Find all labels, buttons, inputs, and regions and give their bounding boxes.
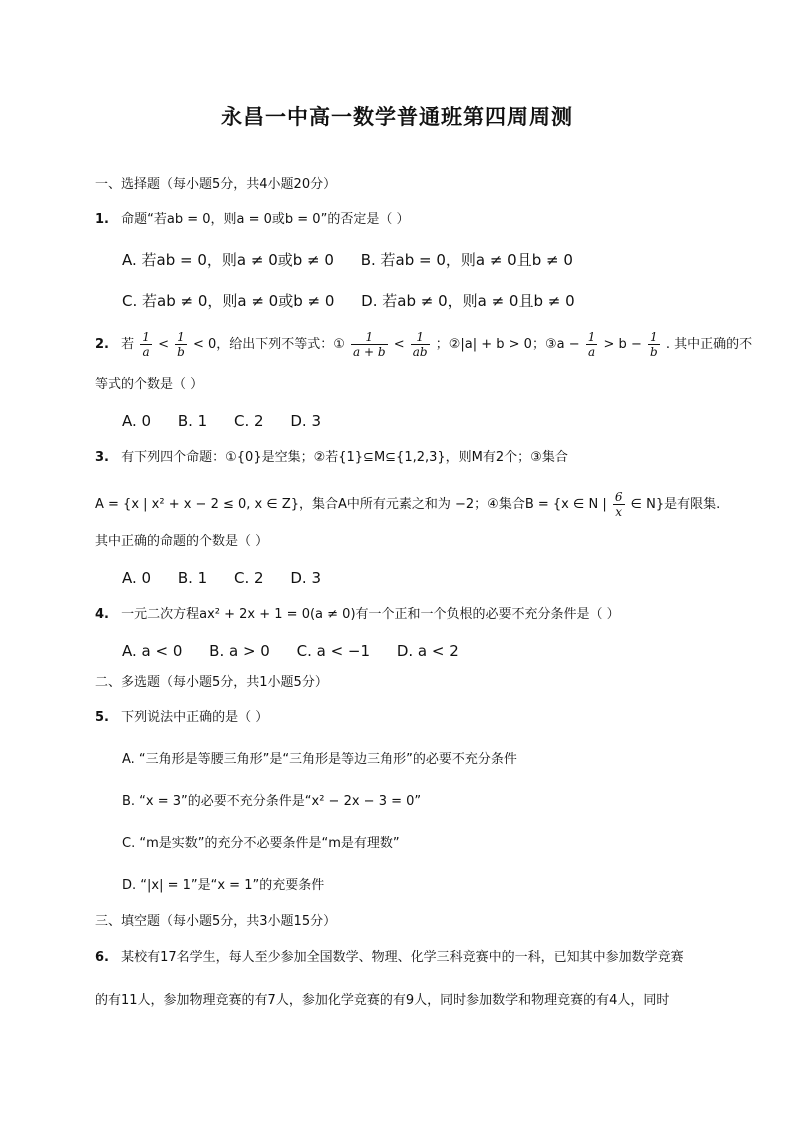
option-c: C. “m是实数”的充分不必要条件是“m是有理数” [122, 836, 400, 851]
question-number: 6. [95, 950, 109, 965]
option-d: D. 3 [290, 569, 321, 587]
option-d: D. 3 [290, 412, 321, 430]
question-number: 5. [95, 710, 109, 725]
question-5 [95, 708, 268, 728]
question-3 [95, 448, 568, 468]
question-3-line2 [95, 490, 720, 519]
question-number: 1. [95, 212, 109, 227]
section-heading-fill-in: 三、填空题（每小题5分，共3小题15分） [95, 914, 337, 929]
question-stem: 一元二次方程ax² + 2x + 1 = 0(a ≠ 0)有一个正和一个负根的必要不充分条件是（ ） [121, 607, 620, 622]
option-a: A. 若ab = 0，则a ≠ 0或b ≠ 0 [122, 251, 334, 269]
fraction-six-over-x: $\frac{6}{x}$ [614, 490, 623, 519]
option-c: C. 若ab ≠ 0，则a ≠ 0或b ≠ 0 [122, 292, 335, 310]
question-2-options [122, 411, 343, 431]
question-stem: 命题“若ab = 0，则a = 0或b = 0”的否定是（ ） [121, 212, 410, 227]
option-b: B. “x = 3”的必要不充分条件是“x² − 2x − 3 = 0” [122, 794, 422, 809]
option-b: B. 1 [177, 412, 208, 430]
option-b: B. 若ab = 0，则a ≠ 0且b ≠ 0 [360, 251, 573, 269]
question-number: 4. [95, 607, 109, 622]
question-1-options-row1 [122, 250, 595, 270]
question-4 [95, 605, 620, 625]
option-c: C. a < −1 [296, 642, 371, 660]
question-stem-part: > b − [603, 337, 642, 352]
section-heading-choice: 一、选择题（每小题5分，共4小题20分） [95, 177, 337, 192]
question-3-options [122, 568, 343, 588]
option-d: D. “|x| = 1”是“x = 1”的充要条件 [122, 878, 325, 893]
fraction-one-over-a: $\frac{1}{a}$ [142, 330, 150, 359]
option-a: A. 0 [122, 569, 152, 587]
question-3-line3: 其中正确的命题的个数是（ ） [95, 534, 269, 549]
option-d: D. a < 2 [396, 642, 459, 660]
option-a: A. a < 0 [122, 642, 183, 660]
question-stem-part: < 0，给出下列不等式：① [192, 337, 345, 352]
question-stem-part: A = {x | x² + x − 2 ≤ 0, x ∈ Z}，集合A中所有元素之和为 −2；④集合B = {x ∈ N | [95, 497, 607, 512]
question-2-line2: 等式的个数是（ ） [95, 377, 204, 392]
fraction-one-over-b: $\frac{1}{b}$ [649, 330, 658, 359]
option-b: B. 1 [177, 569, 208, 587]
question-4-options [122, 641, 481, 661]
option-b: B. a > 0 [209, 642, 270, 660]
question-stem: 下列说法中正确的是（ ） [121, 710, 269, 725]
question-stem-part: 若 [121, 337, 135, 352]
option-c: C. 2 [234, 569, 264, 587]
question-2: 2. 若 $\frac{1}{a}$ < $\frac{1}{b}$ < 0，给出下列不等式：① $\frac{1}{a + b}$ < $\frac{1}{ab}$ ；②|a| + b > 0；③a − $\frac{1}{a}$ > b − $\frac{1}{b}$ . 其中正确的不 [95, 330, 753, 359]
question-number: 2. [95, 337, 109, 352]
option-d: D. 若ab ≠ 0，则a ≠ 0且b ≠ 0 [361, 292, 575, 310]
question-1 [95, 210, 409, 230]
option-c: C. 2 [234, 412, 264, 430]
fraction-one-over-b: $\frac{1}{b}$ [177, 330, 185, 359]
question-6 [95, 948, 684, 968]
question-stem: 有下列四个命题：①{0}是空集；②若{1}⊆M⊆{1,2,3}，则M有2个；③集合 [121, 450, 568, 465]
option-a: A. 0 [122, 412, 152, 430]
question-stem-part: . 其中正确的不 [665, 337, 753, 352]
question-stem: 某校有17名学生，每人至少参加全国数学、物理、化学三科竞赛中的一科，已知其中参加数学竞赛 [121, 950, 684, 965]
question-1-options-row2 [122, 291, 597, 311]
question-6-line2: 的有11人，参加物理竞赛的有7人，参加化学竞赛的有9人，同时参加数学和物理竞赛的有4人，同时 [95, 993, 670, 1008]
fraction-one-over-ab: $\frac{1}{ab}$ [412, 330, 428, 359]
option-a: A. “三角形是等腰三角形”是“三角形是等边三角形”的必要不充分条件 [122, 752, 517, 767]
question-stem-part: ；②|a| + b > 0；③a − [435, 337, 580, 352]
fraction-one-over-a-plus-b: $\frac{1}{a + b}$ [353, 330, 386, 359]
fraction-one-over-a: $\frac{1}{a}$ [587, 330, 596, 359]
question-stem-part: ∈ N}是有限集. [630, 497, 721, 512]
section-heading-multi-choice: 二、多选题（每小题5分，共1小题5分） [95, 675, 328, 690]
page-title: 永昌一中高一数学普通班第四周周测 [221, 104, 573, 129]
question-number: 3. [95, 450, 109, 465]
